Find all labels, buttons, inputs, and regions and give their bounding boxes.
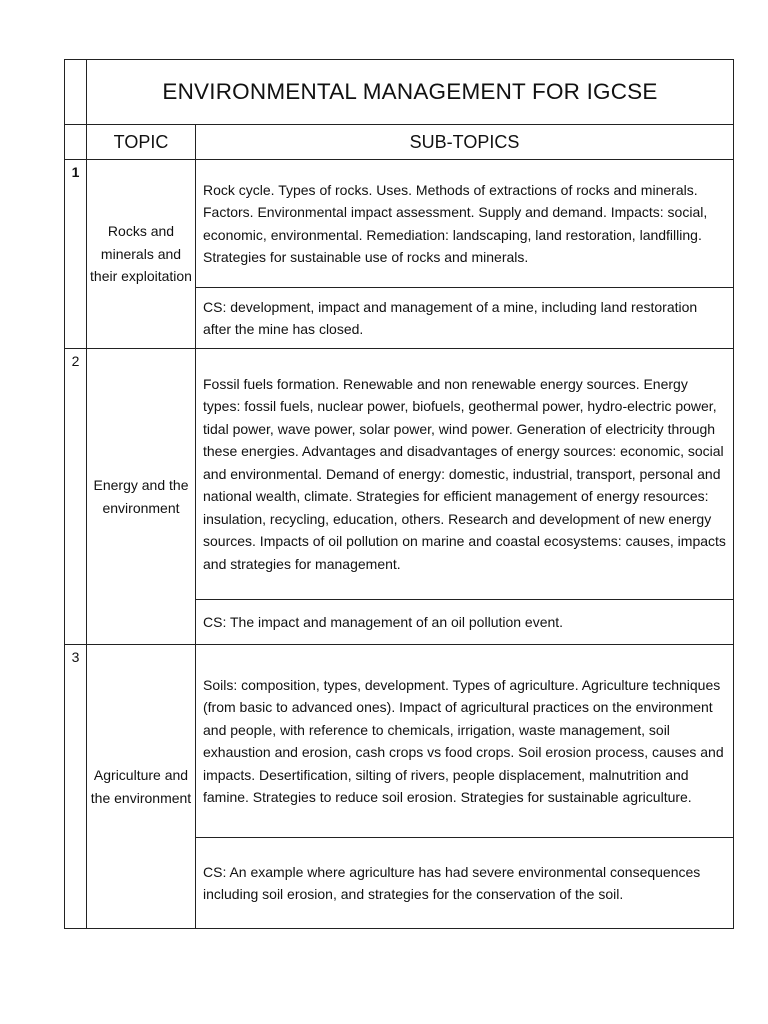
- case-study-cell: [196, 600, 734, 645]
- row-number: 3: [65, 645, 87, 929]
- subtopics-cell: Soils: composition, types, development. Types of agriculture. Agriculture techniques (from basic to advanced ones). Impact of agricultural practices on the environment and people, with reference to chemicals, irrigation, waste management, soil exhaustion and erosion, cash crops vs food crops. Soil erosion process, causes and impacts. Desertification, silting of rivers, people displacement, malnutrition and famine. Strategies to reduce soil erosion. Strategies for sustainable agriculture.: [196, 645, 734, 838]
- topic-cell: Agriculture and the environment: [87, 645, 196, 929]
- header-blank-cell: [65, 125, 87, 160]
- title-blank-cell: [65, 60, 87, 125]
- case-study-text: : An example where agriculture has had severe environmental consequences including soil erosion, and strategies for the conservation of the soil.: [203, 863, 701, 902]
- table-row: [65, 645, 734, 838]
- topic-cell: Energy and the environment: [87, 349, 196, 645]
- row-number: 2: [65, 349, 87, 645]
- syllabus-table: [64, 59, 734, 929]
- document-title: ENVIRONMENTAL MANAGEMENT FOR IGCSE: [87, 60, 734, 125]
- subtopics-cell: Rock cycle. Types of rocks. Uses. Methods of extractions of rocks and minerals. Factors. Environmental impact assessment. Supply and demand. Impacts: social, economic, environmental. Remediation: landscaping, land restoration, landfilling. Strategies for sustainable use of rocks and minerals.: [196, 160, 734, 288]
- case-study-text: : The impact and management of an oil pollution event.: [222, 613, 564, 630]
- case-study-label: CS: [203, 613, 223, 630]
- case-study-cell: [196, 838, 734, 929]
- table-row: [65, 349, 734, 600]
- case-study-label: CS: [203, 298, 223, 315]
- table-row: [65, 160, 734, 288]
- title-row: [65, 60, 734, 125]
- subtopics-header: SUB-TOPICS: [196, 125, 734, 160]
- header-row: [65, 125, 734, 160]
- case-study-label: CS: [203, 863, 223, 880]
- row-number: 1: [65, 160, 87, 349]
- topic-cell: Rocks and minerals and their exploitation: [87, 160, 196, 349]
- subtopics-cell: Fossil fuels formation. Renewable and non renewable energy sources. Energy types: fossil fuels, nuclear power, biofuels, geothermal power, hydro-electric power, tidal power, wave power, solar power, wind power. Generation of electricity through these energies. Advantages and disadvantages of energy sources: economic, social and environmental. Demand of energy: domestic, industrial, transport, personal and national wealth, climate. Strategies for efficient management of energy resources: insulation, recycling, education, others. Research and development of new energy sources. Impacts of oil pollution on marine and coastal ecosystems: causes, impacts and strategies for management.: [196, 349, 734, 600]
- case-study-cell: [196, 288, 734, 349]
- case-study-text: : development, impact and management of a mine, including land restoration after the mine has closed.: [203, 298, 698, 337]
- topic-header: TOPIC: [87, 125, 196, 160]
